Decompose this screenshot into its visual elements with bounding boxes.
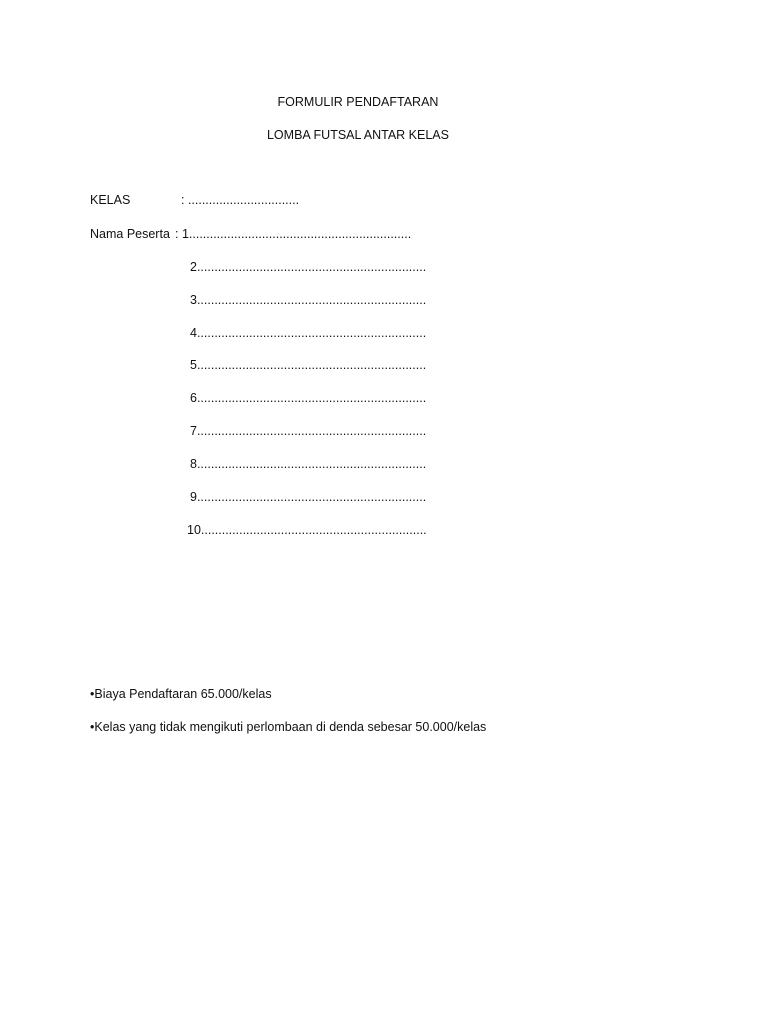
participant-line-8: 8..................................................................: [190, 457, 427, 471]
note-registration-fee: •Biaya Pendaftaran 65.000/kelas: [90, 687, 272, 701]
note-penalty: •Kelas yang tidak mengikuti perlombaan di denda sebesar 50.000/kelas: [90, 720, 487, 734]
participant-line-6: 6..................................................................: [190, 391, 427, 405]
participant-line-5: 5..................................................................: [190, 358, 427, 372]
participant-line-3: 3..................................................................: [190, 293, 427, 307]
form-subtitle: LOMBA FUTSAL ANTAR KELAS: [266, 128, 449, 142]
nama-peserta-label: Nama Peserta: [90, 227, 170, 241]
participant-line-2: 2..................................................................: [190, 260, 427, 274]
participant-line-4: 4..................................................................: [190, 326, 427, 340]
participant-line-7: 7..................................................................: [190, 424, 427, 438]
participant-line-1: : 1................................................................: [175, 227, 412, 241]
kelas-label: KELAS: [90, 193, 131, 207]
form-title: FORMULIR PENDAFTARAN: [277, 95, 439, 109]
participant-line-9: 9..................................................................: [190, 490, 427, 504]
kelas-field: : ................................: [181, 193, 300, 207]
participant-line-10: 10.................................................................: [187, 523, 427, 537]
